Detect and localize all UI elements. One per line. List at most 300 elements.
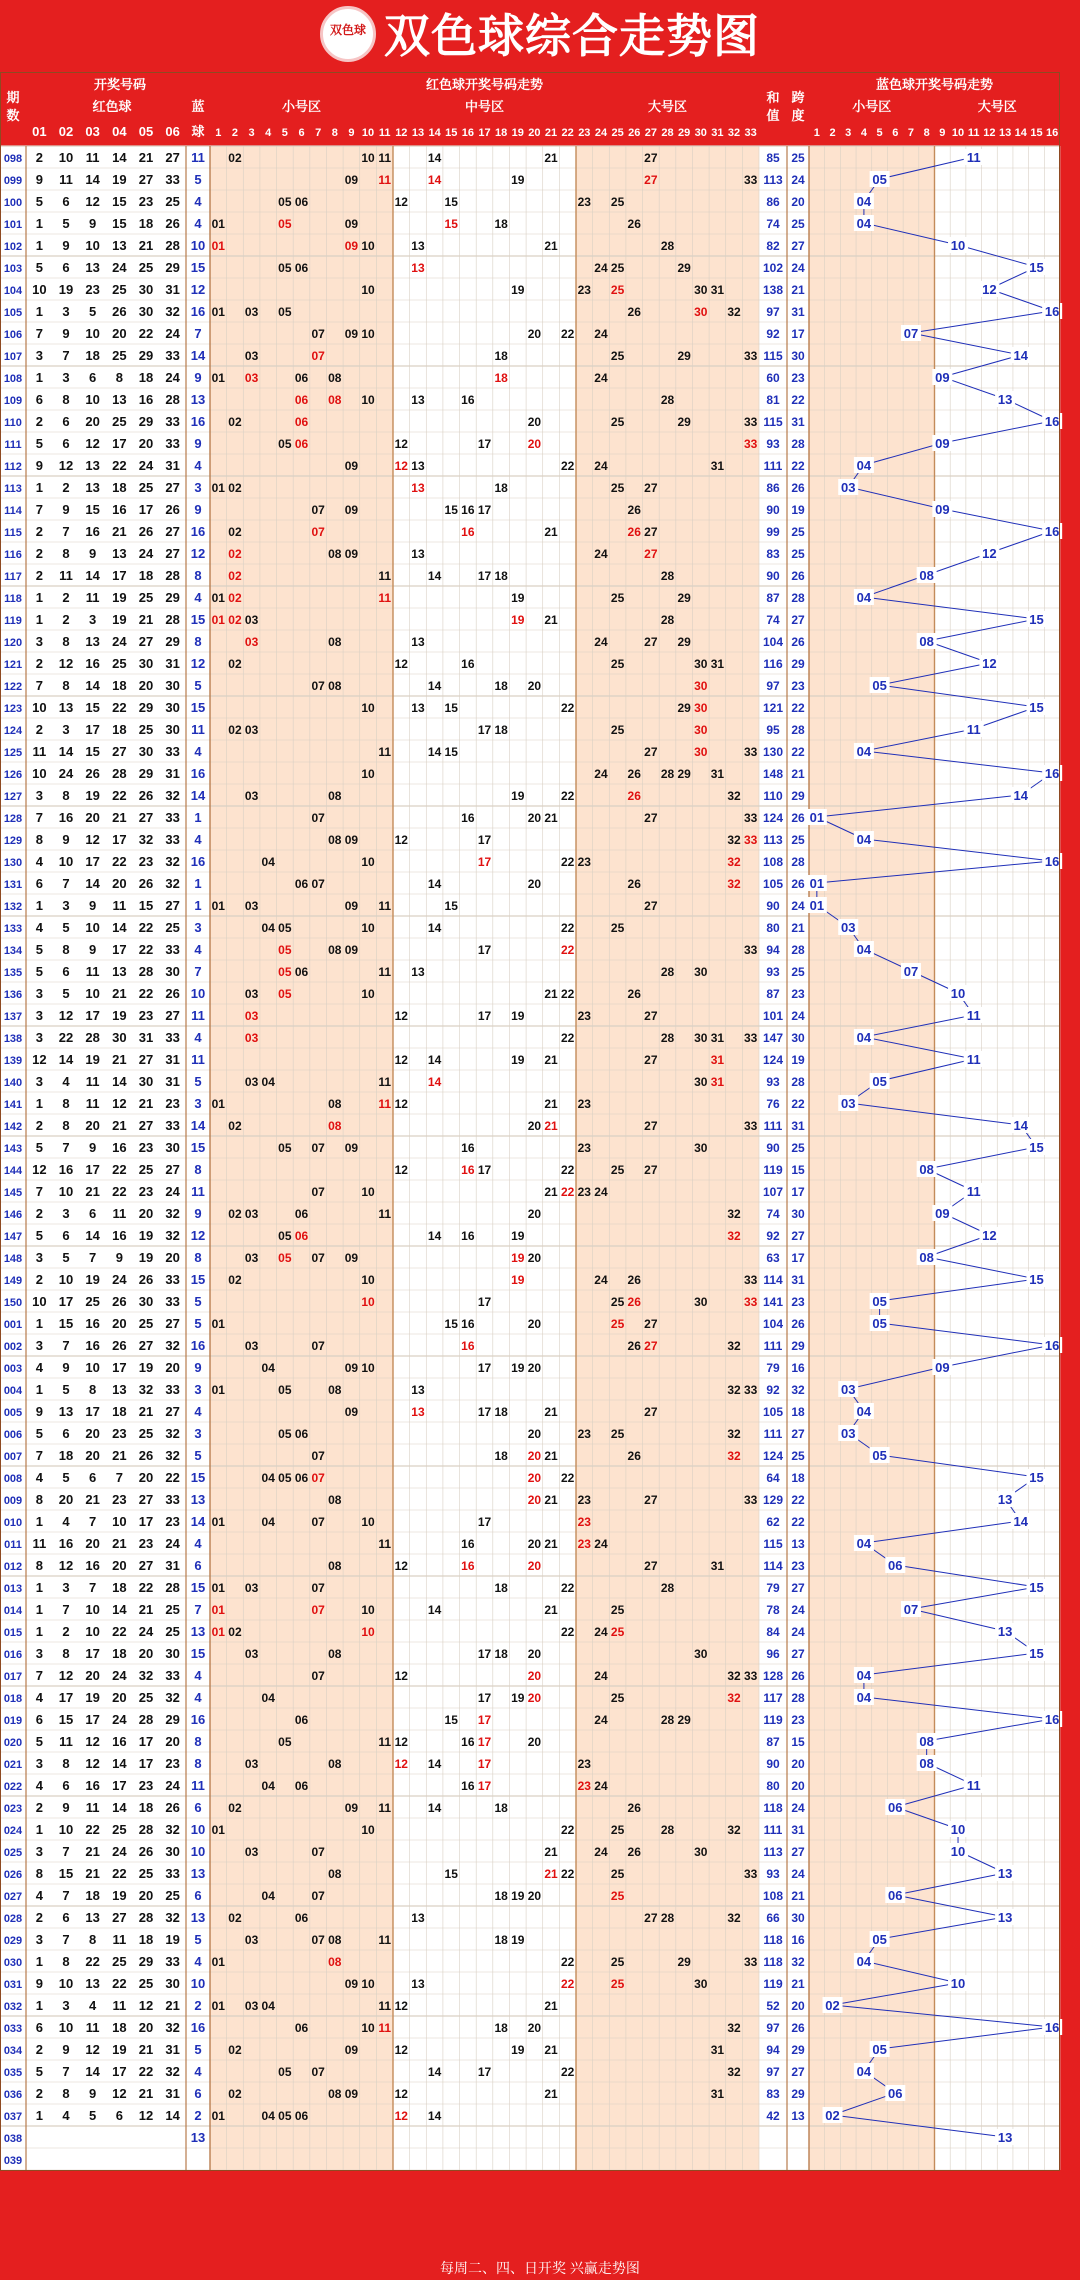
period-cell: 018	[3, 1693, 23, 1705]
red-trend-mark: 15	[444, 1317, 458, 1331]
red-trend-mark: 29	[677, 701, 691, 715]
span-value: 31	[791, 1273, 805, 1287]
red-ball-number: 28	[165, 612, 180, 627]
red-trend-mark: 13	[411, 261, 425, 275]
red-trend-mark: 16	[461, 1141, 475, 1155]
red-trend-mark: 22	[561, 1185, 575, 1199]
span-value: 30	[791, 1207, 805, 1221]
header-red-ball: 红色球	[92, 99, 132, 114]
red-trend-mark: 31	[710, 283, 725, 297]
span-value: 23	[791, 371, 805, 385]
red-ball-number: 25	[138, 260, 154, 275]
red-ball-number: 7	[115, 1470, 123, 1485]
red-trend-mark: 01	[211, 1383, 225, 1397]
red-ball-number: 22	[138, 920, 154, 935]
red-ball-number: 18	[138, 216, 154, 231]
red-trend-mark: 17	[477, 943, 492, 957]
header-red-number: 16	[461, 127, 474, 139]
red-ball-number: 23	[138, 1778, 154, 1793]
span-value: 28	[791, 1691, 805, 1705]
period-cell: 131	[3, 879, 23, 891]
red-trend-mark: 11	[378, 745, 392, 759]
red-trend-mark: 25	[610, 1295, 625, 1309]
sum-value: 90	[766, 1757, 780, 1771]
red-trend-mark: 11	[378, 2021, 392, 2035]
red-ball-number: 8	[62, 634, 70, 649]
span-value: 25	[791, 525, 805, 539]
red-trend-mark: 22	[561, 855, 575, 869]
red-trend-mark: 06	[294, 1229, 309, 1243]
red-ball-number: 10	[32, 1294, 47, 1309]
red-trend-mark: 20	[527, 1559, 542, 1573]
red-trend-mark: 16	[461, 1163, 475, 1177]
red-ball-number: 17	[58, 1294, 74, 1309]
period-cell: 104	[3, 285, 23, 297]
red-trend-mark: 16	[461, 1537, 475, 1551]
red-trend-mark: 11	[378, 899, 392, 913]
span-value: 29	[791, 1339, 805, 1353]
red-trend-mark: 08	[328, 1493, 342, 1507]
red-trend-mark: 08	[328, 371, 342, 385]
red-ball-number: 12	[85, 1734, 100, 1749]
red-trend-mark: 23	[577, 1779, 591, 1793]
blue-trend-point: 05	[872, 1448, 887, 1463]
red-ball-number: 30	[112, 1030, 127, 1045]
red-trend-mark: 10	[361, 767, 375, 781]
red-ball-number: 14	[58, 744, 74, 759]
red-ball-number: 30	[138, 744, 154, 759]
red-trend-mark: 03	[244, 1009, 259, 1023]
sum-value: 80	[766, 921, 780, 935]
red-trend-mark: 20	[527, 1449, 542, 1463]
red-trend-mark: 20	[527, 1669, 542, 1683]
red-trend-mark: 31	[710, 2087, 725, 2101]
red-trend-mark: 01	[211, 1999, 225, 2013]
blue-ball-number: 10	[190, 1844, 206, 1859]
blue-trend-point: 16	[1044, 1338, 1060, 1353]
red-trend-mark: 13	[411, 965, 425, 979]
red-trend-mark: 19	[511, 613, 525, 627]
red-trend-mark: 23	[577, 283, 591, 297]
red-ball-number: 13	[112, 546, 127, 561]
red-ball-number: 12	[58, 1668, 74, 1683]
red-ball-number: 29	[165, 1712, 180, 1727]
blue-trend-point: 05	[872, 1316, 887, 1331]
blue-ball-number: 16	[190, 524, 206, 539]
red-trend-mark: 22	[561, 1163, 575, 1177]
red-ball-number: 30	[165, 1646, 180, 1661]
blue-ball-number: 16	[190, 854, 206, 869]
header-period: 期	[6, 90, 20, 105]
red-ball-number: 17	[112, 942, 127, 957]
red-ball-number: 7	[62, 524, 70, 539]
red-ball-number: 6	[62, 1426, 70, 1441]
red-trend-mark: 13	[411, 635, 425, 649]
blue-trend-point: 13	[997, 1910, 1013, 1925]
blue-trend-point: 16	[1044, 414, 1060, 429]
red-trend-mark: 09	[344, 899, 359, 913]
red-trend-mark: 10	[361, 1823, 375, 1837]
red-ball-number: 22	[138, 2064, 154, 2079]
red-ball-number: 5	[89, 2108, 97, 2123]
red-ball-number: 5	[35, 436, 43, 451]
red-ball-number: 7	[35, 1668, 43, 1683]
blue-ball-number: 10	[190, 1822, 206, 1837]
span-value: 32	[791, 1383, 805, 1397]
header-blue-number: 11	[967, 127, 980, 139]
logo-text: 双色球	[329, 23, 366, 37]
red-ball-number: 9	[62, 502, 70, 517]
red-ball-number: 7	[35, 678, 43, 693]
red-ball-number: 15	[112, 216, 127, 231]
red-trend-mark: 06	[294, 1911, 309, 1925]
red-ball-number: 26	[165, 216, 180, 231]
red-ball-number: 22	[112, 1184, 127, 1199]
period-cell: 039	[3, 2155, 23, 2167]
red-ball-number: 16	[112, 1140, 127, 1155]
red-ball-number: 7	[62, 1888, 70, 1903]
red-ball-number: 21	[112, 1052, 127, 1067]
red-ball-number: 9	[89, 1140, 97, 1155]
red-ball-number: 13	[112, 1382, 127, 1397]
sum-value: 90	[766, 569, 780, 583]
red-ball-number: 32	[165, 1448, 180, 1463]
red-trend-mark: 23	[577, 195, 591, 209]
red-ball-number: 12	[138, 1998, 154, 2013]
blue-ball-number: 3	[194, 920, 202, 935]
blue-ball-number: 4	[194, 1690, 202, 1705]
red-trend-mark: 21	[544, 1537, 558, 1551]
red-ball-number: 10	[85, 1624, 100, 1639]
blue-trend-point: 14	[1013, 348, 1029, 363]
period-cell: 026	[3, 1869, 23, 1881]
red-ball-number: 17	[85, 1404, 100, 1419]
red-ball-number: 9	[89, 2086, 97, 2101]
red-trend-mark: 10	[361, 239, 375, 253]
red-trend-mark: 32	[727, 1823, 741, 1837]
blue-trend-point: 09	[935, 1206, 950, 1221]
red-trend-mark: 32	[727, 2021, 741, 2035]
red-ball-number: 14	[85, 568, 100, 583]
red-ball-number: 29	[138, 1954, 154, 1969]
red-trend-mark: 19	[511, 591, 525, 605]
period-cell: 011	[4, 1539, 22, 1551]
red-ball-number: 21	[138, 1602, 154, 1617]
red-trend-mark: 25	[610, 1163, 625, 1177]
header-red-position: 03	[85, 124, 100, 139]
red-trend-mark: 14	[427, 1801, 442, 1815]
header-red-trend: 红色球开奖号码走势	[425, 77, 544, 92]
red-trend-mark: 10	[361, 1185, 375, 1199]
header-red-number: 17	[478, 127, 491, 139]
header-blue-number: 13	[998, 127, 1012, 139]
blue-ball-number: 3	[194, 1382, 202, 1397]
period-cell: 025	[3, 1847, 23, 1859]
blue-ball-number: 12	[190, 282, 206, 297]
red-trend-mark: 20	[527, 1427, 542, 1441]
red-trend-mark: 09	[344, 459, 359, 473]
sum-value: 96	[766, 1647, 780, 1661]
red-trend-mark: 26	[627, 1339, 641, 1353]
red-trend-mark: 23	[577, 1757, 591, 1771]
red-ball-number: 2	[35, 722, 43, 737]
red-ball-number: 22	[112, 854, 127, 869]
period-cell: 142	[3, 1121, 23, 1133]
red-trend-mark: 22	[561, 1581, 575, 1595]
red-trend-mark: 09	[344, 2087, 359, 2101]
red-ball-number: 6	[89, 1470, 97, 1485]
red-trend-mark: 17	[477, 1163, 492, 1177]
red-ball-number: 16	[85, 1778, 100, 1793]
red-ball-number: 16	[85, 1558, 100, 1573]
red-ball-number: 13	[112, 964, 127, 979]
red-ball-number: 26	[138, 524, 154, 539]
span-value: 16	[791, 1933, 805, 1947]
sum-value: 118	[763, 1933, 783, 1947]
red-trend-mark: 30	[694, 1295, 708, 1309]
red-ball-number: 9	[115, 1250, 123, 1265]
period-cell: 101	[3, 219, 23, 231]
red-ball-number: 10	[58, 150, 74, 165]
red-ball-number: 9	[62, 832, 70, 847]
red-ball-number: 6	[62, 414, 70, 429]
blue-trend-point: 15	[1029, 260, 1044, 275]
red-ball-number: 30	[165, 1844, 180, 1859]
red-ball-number: 27	[138, 1052, 154, 1067]
red-ball-number: 31	[165, 766, 180, 781]
red-ball-number: 4	[35, 1778, 43, 1793]
header-red-number: 13	[411, 127, 425, 139]
period-cell: 030	[3, 1957, 23, 1969]
red-trend-mark: 15	[444, 195, 458, 209]
red-ball-number: 1	[35, 1580, 43, 1595]
red-trend-mark: 31	[710, 767, 725, 781]
red-trend-mark: 30	[694, 283, 708, 297]
red-trend-mark: 33	[744, 1119, 758, 1133]
header-blue-big: 大号区	[977, 99, 1017, 114]
red-trend-mark: 08	[328, 1933, 342, 1947]
red-ball-number: 9	[89, 546, 97, 561]
red-ball-number: 7	[62, 348, 70, 363]
red-trend-mark: 10	[361, 1977, 375, 1991]
red-trend-mark: 03	[244, 1933, 259, 1947]
blue-ball-number: 12	[190, 1228, 206, 1243]
red-trend-mark: 27	[644, 481, 658, 495]
sum-value: 74	[766, 613, 780, 627]
red-trend-mark: 24	[594, 1845, 608, 1859]
red-trend-mark: 09	[344, 1251, 359, 1265]
red-ball-number: 18	[138, 1800, 154, 1815]
blue-ball-number: 15	[190, 1140, 206, 1155]
red-trend-mark: 12	[394, 2087, 408, 2101]
red-trend-mark: 24	[594, 547, 608, 561]
blue-ball-number: 4	[194, 590, 202, 605]
red-ball-number: 8	[62, 1118, 70, 1133]
red-ball-number: 9	[89, 898, 97, 913]
header-blue-ball: 蓝	[191, 99, 205, 114]
red-trend-mark: 08	[328, 393, 342, 407]
red-trend-mark: 32	[727, 1691, 741, 1705]
red-trend-mark: 19	[511, 2043, 525, 2057]
red-trend-mark: 28	[660, 1713, 675, 1727]
red-ball-number: 22	[112, 1976, 127, 1991]
red-ball-number: 12	[112, 1096, 127, 1111]
red-trend-mark: 23	[577, 1427, 591, 1441]
red-trend-mark: 27	[644, 151, 658, 165]
blue-trend-point: 01	[809, 898, 825, 913]
red-trend-mark: 17	[477, 723, 492, 737]
red-ball-number: 19	[112, 1008, 127, 1023]
red-ball-number: 11	[59, 568, 73, 583]
period-cell: 032	[3, 2001, 23, 2013]
red-trend-mark: 30	[694, 745, 708, 759]
red-ball-number: 8	[62, 546, 70, 561]
red-ball-number: 23	[138, 1536, 154, 1551]
red-trend-mark: 22	[561, 1867, 575, 1881]
red-ball-number: 27	[112, 1910, 127, 1925]
red-trend-mark: 08	[328, 833, 342, 847]
red-ball-number: 12	[58, 656, 74, 671]
red-ball-number: 10	[85, 1360, 100, 1375]
red-ball-number: 28	[165, 1580, 180, 1595]
red-ball-number: 31	[165, 1074, 180, 1089]
red-trend-mark: 19	[511, 283, 525, 297]
red-ball-number: 10	[112, 1514, 127, 1529]
blue-ball-number: 15	[190, 1646, 206, 1661]
red-trend-mark: 20	[527, 1647, 542, 1661]
red-trend-mark: 20	[527, 2021, 542, 2035]
red-trend-mark: 27	[644, 525, 658, 539]
red-ball-number: 21	[138, 150, 154, 165]
red-trend-mark: 04	[261, 1691, 275, 1705]
red-trend-mark: 03	[244, 1757, 259, 1771]
red-ball-number: 9	[62, 326, 70, 341]
period-cell: 005	[3, 1407, 23, 1419]
header-blue-number: 7	[907, 127, 915, 139]
red-ball-number: 31	[165, 2086, 180, 2101]
blue-ball-number: 13	[190, 2130, 206, 2145]
red-trend-mark: 24	[594, 327, 608, 341]
header-red-number: 18	[495, 127, 508, 139]
period-cell: 117	[4, 571, 22, 583]
red-ball-number: 8	[62, 678, 70, 693]
blue-trend-point: 07	[903, 1602, 919, 1617]
red-trend-mark: 30	[694, 723, 708, 737]
red-ball-number: 26	[112, 1294, 127, 1309]
red-ball-number: 7	[62, 1844, 70, 1859]
blue-ball-number: 1	[194, 810, 202, 825]
sum-value: 115	[763, 349, 783, 363]
blue-ball-number: 16	[190, 2020, 206, 2035]
red-ball-number: 26	[138, 788, 154, 803]
red-ball-number: 1	[35, 590, 43, 605]
period-cell: 029	[3, 1935, 23, 1947]
red-ball-number: 25	[112, 656, 127, 671]
red-trend-mark: 26	[627, 987, 641, 1001]
period-cell: 035	[3, 2067, 23, 2079]
red-ball-number: 12	[85, 1756, 100, 1771]
red-ball-number: 25	[138, 1866, 154, 1881]
period-cell: 135	[3, 967, 23, 979]
blue-trend-point: 09	[935, 370, 950, 385]
header-small-zone: 小号区	[281, 99, 322, 114]
header-blue-number: 2	[829, 127, 836, 139]
red-ball-number: 22	[112, 788, 127, 803]
red-ball-number: 12	[85, 2042, 100, 2057]
red-ball-number: 25	[138, 590, 154, 605]
red-trend-mark: 16	[461, 1317, 475, 1331]
red-trend-mark: 06	[294, 261, 309, 275]
red-ball-number: 2	[35, 150, 43, 165]
span-value: 30	[791, 1911, 805, 1925]
red-trend-mark: 03	[244, 1647, 259, 1661]
red-ball-number: 22	[165, 1470, 180, 1485]
red-trend-mark: 03	[244, 789, 259, 803]
blue-trend-point: 03	[840, 1382, 856, 1397]
red-trend-mark: 07	[311, 1933, 325, 1947]
period-cell: 138	[3, 1033, 23, 1045]
red-ball-number: 26	[138, 1844, 154, 1859]
red-ball-number: 21	[165, 1998, 180, 2013]
red-trend-mark: 09	[344, 2043, 359, 2057]
red-trend-mark: 10	[361, 2021, 375, 2035]
red-ball-number: 25	[165, 1624, 180, 1639]
blue-trend-point: 13	[997, 392, 1013, 407]
red-trend-mark: 12	[394, 437, 408, 451]
red-ball-number: 8	[62, 1646, 70, 1661]
red-trend-mark: 04	[261, 1999, 275, 2013]
red-ball-number: 32	[138, 832, 154, 847]
header-red-number: 26	[628, 127, 641, 139]
header-blue-trend: 蓝色球开奖号码走势	[875, 77, 994, 92]
header-draw: 开奖号码	[93, 77, 147, 92]
red-trend-mark: 18	[494, 1581, 508, 1595]
span-value: 19	[791, 503, 805, 517]
header-red-number: 7	[315, 127, 322, 139]
header-blue-number: 4	[860, 127, 867, 139]
period-cell: 107	[3, 351, 23, 363]
red-ball-number: 21	[112, 986, 127, 1001]
red-ball-number: 17	[85, 1008, 100, 1023]
red-ball-number: 19	[112, 172, 127, 187]
red-trend-mark: 10	[361, 1603, 375, 1617]
span-value: 13	[791, 2109, 805, 2123]
header-blue-number: 6	[892, 127, 899, 139]
red-ball-number: 5	[89, 304, 97, 319]
red-trend-mark: 32	[727, 833, 741, 847]
red-trend-mark: 14	[427, 2109, 442, 2123]
blue-trend-point: 12	[982, 282, 997, 297]
red-trend-mark: 12	[394, 195, 408, 209]
red-ball-number: 28	[112, 766, 127, 781]
red-ball-number: 21	[138, 2042, 154, 2057]
red-ball-number: 5	[62, 1470, 70, 1485]
blue-ball-number: 15	[190, 1580, 206, 1595]
red-trend-mark: 17	[477, 855, 492, 869]
red-trend-mark: 17	[477, 833, 492, 847]
period-cell: 122	[3, 681, 23, 693]
red-trend-mark: 17	[477, 1361, 492, 1375]
red-trend-mark: 22	[561, 2065, 575, 2079]
red-ball-number: 9	[62, 238, 70, 253]
red-ball-number: 12	[58, 1558, 74, 1573]
red-ball-number: 19	[85, 1690, 100, 1705]
span-value: 25	[791, 217, 805, 231]
red-ball-number: 11	[32, 1536, 47, 1551]
red-ball-number: 2	[35, 1910, 43, 1925]
blue-ball-number: 9	[194, 370, 202, 385]
span-value: 31	[791, 1823, 805, 1837]
